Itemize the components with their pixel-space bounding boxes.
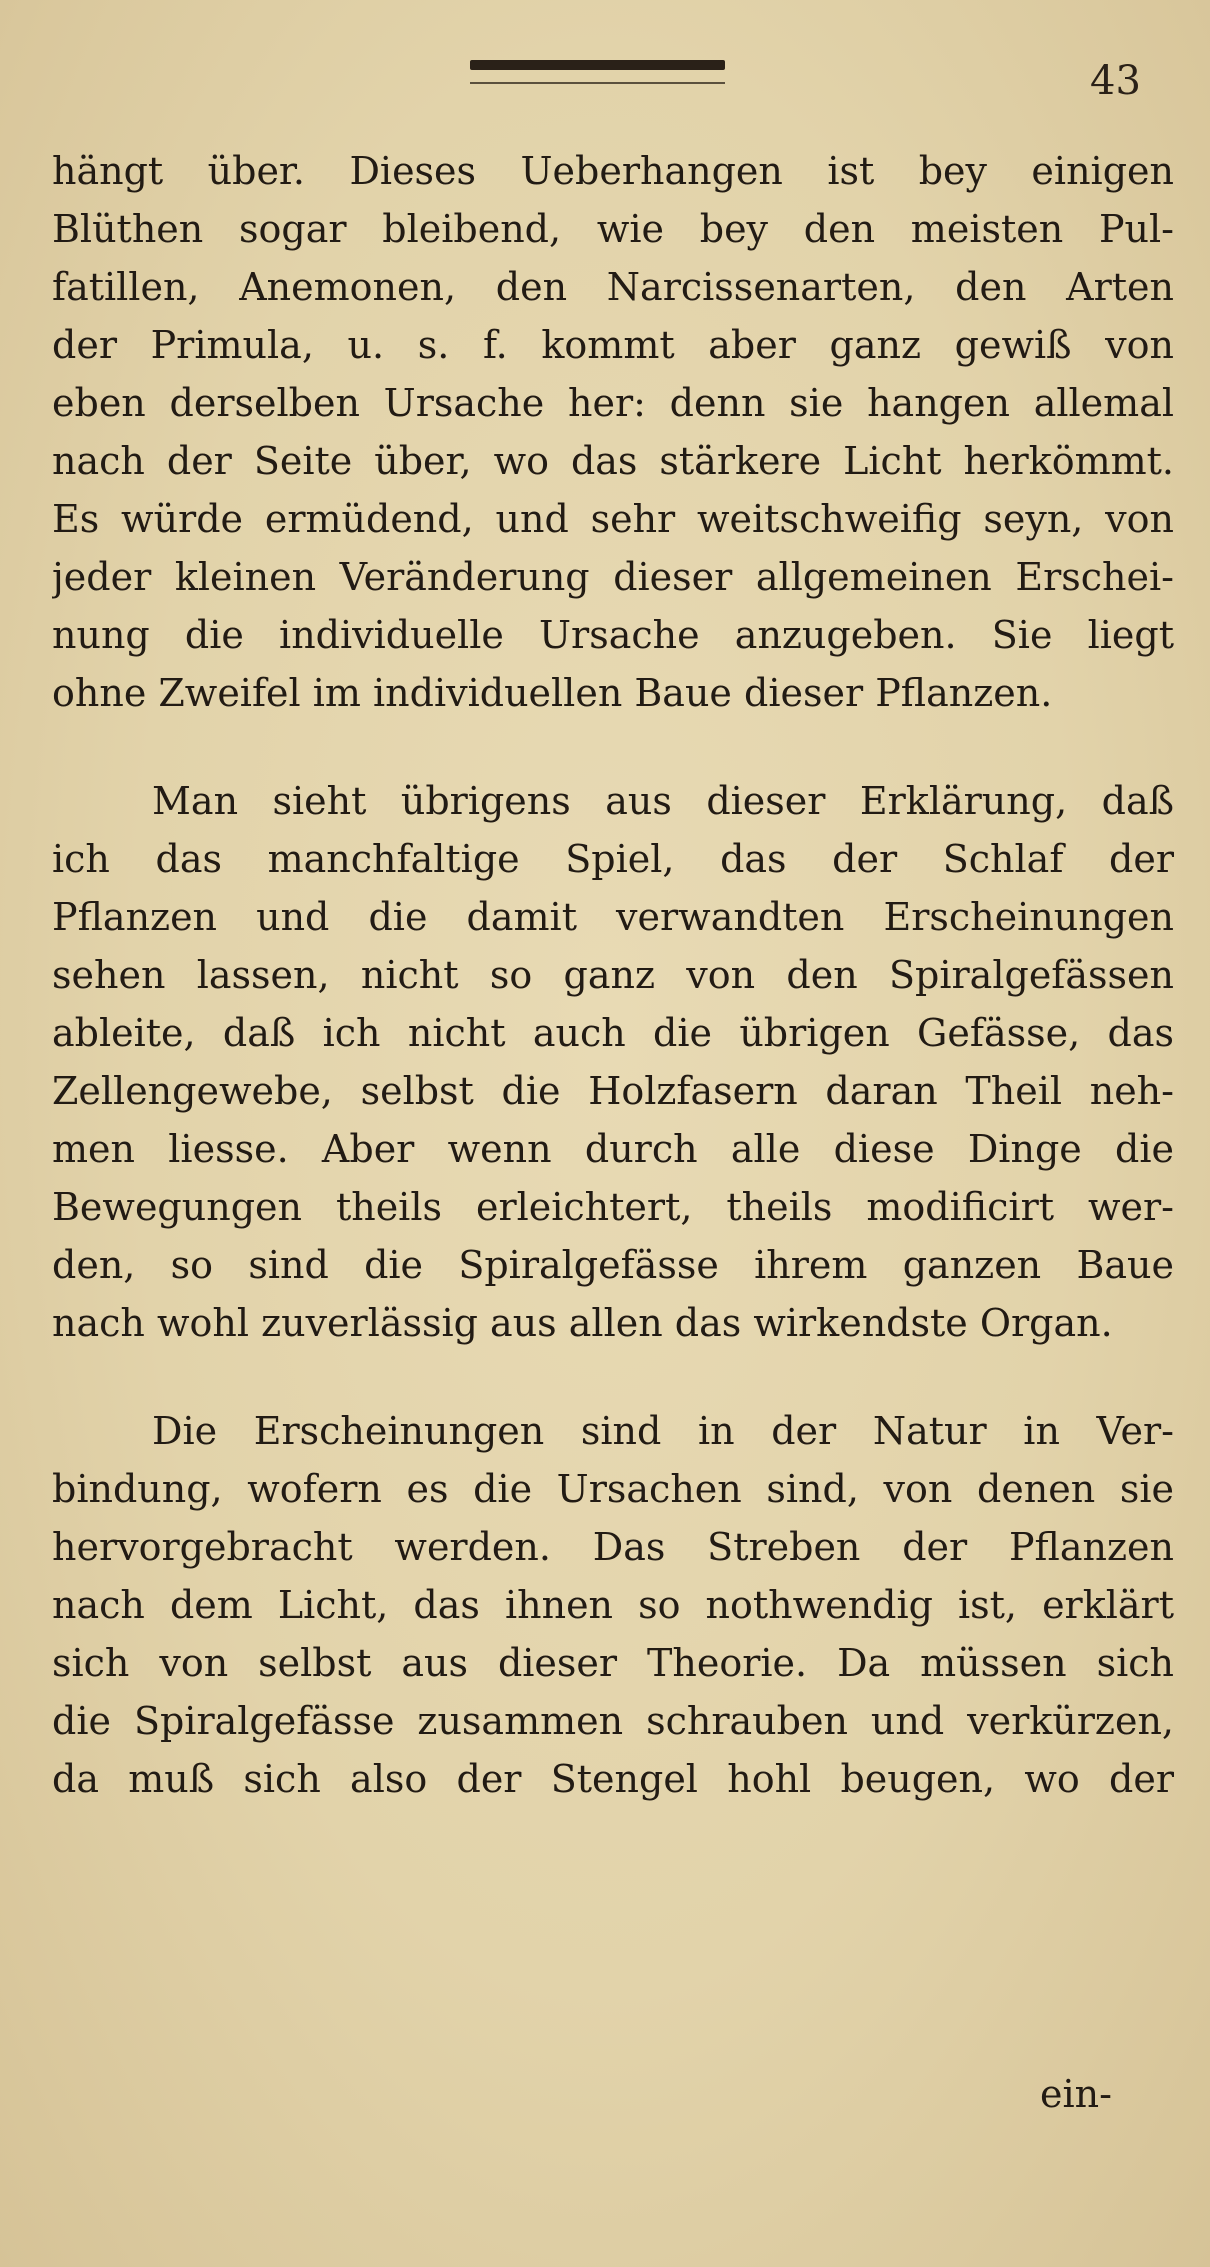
text-line: eben derselben Ursache her: denn sie hangen allemal [52,381,1174,425]
text-line: bindung, wofern es die Ursachen sind, von denen sie [52,1467,1174,1511]
paragraph-2 [52,772,1174,1352]
paragraph-3 [52,1402,1174,1808]
text-line: sehen lassen, nicht so ganz von den Spiralgefässen [52,953,1174,997]
text-line: ich das manchfaltige Spiel, das der Schlaf der [52,837,1174,881]
text-line: jeder kleinen Veränderung dieser allgemeinen Erschei- [52,555,1174,599]
body-text [52,142,1174,1808]
text-line: Blüthen sogar bleibend, wie bey den meisten Pul- [52,207,1174,251]
text-line: fatillen, Anemonen, den Narcissenarten, den Arten [52,265,1174,309]
text-line: hängt über. Dieses Ueberhangen ist bey einigen [52,149,1174,193]
catchword: ein- [1040,2072,1112,2116]
text-line: nach der Seite über, wo das stärkere Licht herkömmt. [52,439,1174,483]
text-line: Es würde ermüdend, und sehr weitschweifig seyn, von [52,497,1174,541]
text-line: ableite, daß ich nicht auch die übrigen Gefässe, das [52,1011,1174,1055]
page-number: 43 [1090,58,1141,104]
text-line: men liesse. Aber wenn durch alle diese Dinge die [52,1127,1174,1171]
header-rule-thin [470,82,725,84]
text-line: Die Erscheinungen sind in der Natur in Ver- [152,1409,1174,1453]
text-line: nach dem Licht, das ihnen so nothwendig ist, erklärt [52,1583,1174,1627]
text-line: die Spiralgefässe zusammen schrauben und verkürzen, [52,1699,1174,1743]
text-line: Pflanzen und die damit verwandten Erscheinungen [52,895,1174,939]
text-line: Man sieht übrigens aus dieser Erklärung, daß [152,779,1174,823]
text-line: nach wohl zuverlässig aus allen das wirkendste Organ. [52,1301,1113,1345]
text-line: hervorgebracht werden. Das Streben der Pflanzen [52,1525,1174,1569]
text-line: der Primula, u. s. f. kommt aber ganz gewiß von [52,323,1174,367]
text-line: da muß sich also der Stengel hohl beugen, wo der [52,1757,1174,1801]
text-line: den, so sind die Spiralgefässe ihrem ganzen Baue [52,1243,1174,1287]
paragraph-1 [52,142,1174,722]
text-line: sich von selbst aus dieser Theorie. Da müssen sich [52,1641,1174,1685]
text-line: nung die individuelle Ursache anzugeben. Sie liegt [52,613,1174,657]
text-line: Zellengewebe, selbst die Holzfasern daran Theil neh- [52,1069,1174,1113]
header-rule [470,60,725,70]
text-line: ohne Zweifel im individuellen Baue dieser Pflanzen. [52,671,1053,715]
text-line: Bewegungen theils erleichtert, theils modificirt wer- [52,1185,1174,1229]
